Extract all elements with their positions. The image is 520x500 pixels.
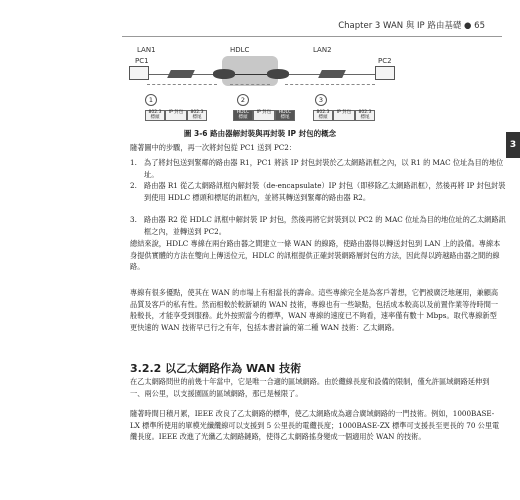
r1-router-icon bbox=[213, 69, 235, 79]
chapter-tab: 3 bbox=[506, 132, 520, 158]
step-2-circle: 2 bbox=[237, 94, 249, 106]
intro-paragraph: 隨著圖中的步驟，再一次將封包從 PC1 送到 PC2： bbox=[130, 143, 297, 152]
r2-router-icon bbox=[267, 69, 289, 79]
leased-line-paragraph: 專線有很多優點，使其在 WAN 的市場上有相當長的壽命。這些專線完全是為客戶著想，它們被廣泛地運用，兼顧高品質及客戶的私有性。然而相較於較新穎的 WAN 技術，專線也有一些缺點，包括成本較高以及前置作業等待時間一般較長，才能享受到服務。此外按照當今的標準，WAN 專線的速度已不夠看，速率僅有數十 Mbps。取代專線新型更快速的 WAN 技術早已行之有年，包括本書討論的第二種 WAN 技術：乙太網路。 bbox=[130, 288, 499, 332]
step-1-circle: 1 bbox=[145, 94, 157, 106]
pc2-label: PC2 bbox=[378, 57, 392, 65]
figure bbox=[125, 44, 410, 126]
hdlc-label: HDLC bbox=[230, 46, 250, 54]
figure-caption: 圖 3-6 路由器解封裝與再封裝 IP 封包的概念 bbox=[183, 129, 337, 138]
ethernet-history-paragraph: 在乙太網路問世的前幾十年當中，它是唯一合適的區域網路。由於纜線長度和設備的限制，僅允許區域網路延伸到一、兩公里，以支援園區的區域網路，那已是極限了。 bbox=[130, 377, 490, 398]
list-number: 2. bbox=[130, 181, 137, 190]
lan1-switch-icon bbox=[167, 70, 195, 78]
list-number: 1. bbox=[130, 158, 137, 167]
pc1-icon bbox=[129, 66, 149, 80]
pc2-icon bbox=[375, 66, 395, 80]
section-title: 3.2.2 以乙太網路作為 WAN 技術 bbox=[130, 362, 302, 375]
flow-arrow-1 bbox=[147, 84, 217, 86]
list-text: 為了將封包送到緊鄰的路由器 R1，PC1 將該 IP 封包封裝於乙太網路訊框之內，以 R1 的 MAC 位址為目的地位址。 bbox=[144, 158, 504, 179]
lan2-switch-icon bbox=[318, 70, 346, 78]
lan1-label: LAN1 bbox=[137, 46, 156, 54]
pc1-label: PC1 bbox=[135, 57, 149, 65]
step3-trailer-box: 802.3 標尾 bbox=[355, 110, 375, 121]
flow-arrow-2 bbox=[230, 84, 270, 86]
step1-header-box: 802.3 標頭 bbox=[145, 110, 165, 121]
step1-trailer-box: 802.3 標尾 bbox=[187, 110, 207, 121]
step-3-circle: 3 bbox=[315, 94, 327, 106]
list-item bbox=[130, 180, 510, 216]
step2-packet-box: IP 封包 bbox=[253, 110, 275, 121]
step2-trailer-box: HDLC 標尾 bbox=[275, 110, 295, 121]
ieee-paragraph: 隨著時間日積月累，IEEE 改良了乙太網路的標準，使乙太網路成為適合廣域網路的一門技術。例如，1000BASE-LX 標準所使用的單模光纖纜線可以支援到 5 公里長的電纜長度；1000BASE-ZX 標準可支援長至更長的 70 公里電纜長度。IEEE 改進了光纖乙太網路鏈路，使得乙太網路搖身變成一個適用於 WAN 的技術。 bbox=[130, 409, 500, 442]
flow-arrow-3 bbox=[285, 84, 375, 86]
list-text: 路由器 R1 從乙太網路訊框內解封裝（de-encapsulate）IP 封包（即移除乙太網路訊框），然後再將 IP 封包封裝到使用 HDLC 標頭和標尾的訊框內，並將其轉送到緊鄰的路由器 R2。 bbox=[144, 181, 506, 202]
list-item bbox=[130, 157, 510, 181]
list-item bbox=[130, 214, 510, 238]
list-text: 路由器 R2 從 HDLC 訊框中解封裝 IP 封包，然後再將它封裝到以 PC2 的 MAC 位址為目的地位址的乙太網路訊框之內，並轉送到 PC2。 bbox=[144, 215, 506, 236]
step1-packet-box: IP 封包 bbox=[165, 110, 187, 121]
header-rule bbox=[122, 36, 502, 37]
summary-paragraph: 總結來說，HDLC 專線在兩台路由器之間建立一條 WAN 的線路，使路由器得以轉送封包到 LAN 上的設備。專線本身提供實體的方法在雙向上傳送位元，HDLC 的訊框提供正確封裝網路層封包的方法，因此得以跨越路由器之間的線路。 bbox=[130, 239, 501, 272]
step3-packet-box: IP 封包 bbox=[333, 110, 355, 121]
step2-header-box: HDLC 標頭 bbox=[233, 110, 253, 121]
lan2-label: LAN2 bbox=[313, 46, 332, 54]
page-header: Chapter 3 WAN 與 IP 路由基礎 ● 65 bbox=[338, 21, 485, 31]
list-number: 3. bbox=[130, 215, 137, 224]
step3-header-box: 802.3 標頭 bbox=[313, 110, 333, 121]
